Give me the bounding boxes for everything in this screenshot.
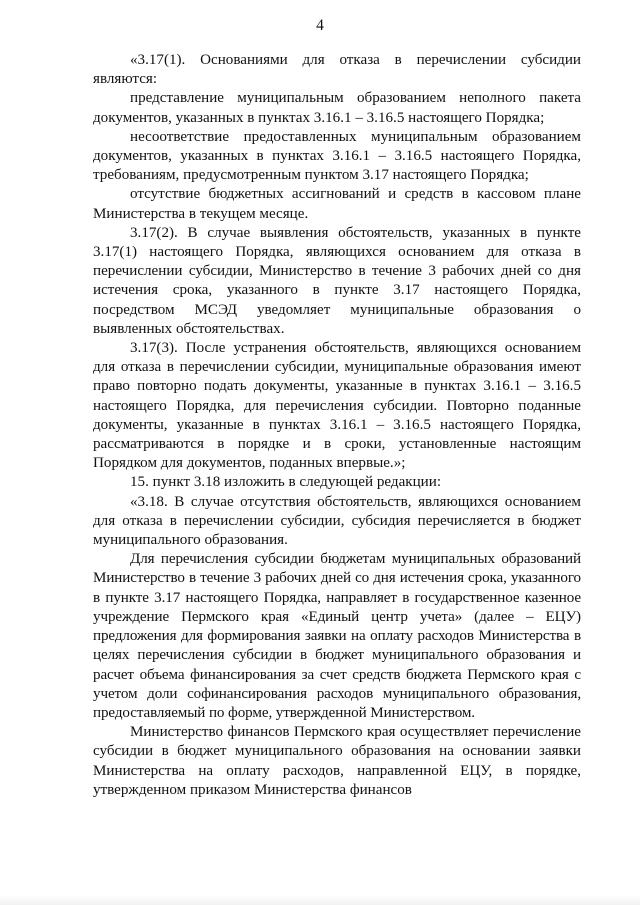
paragraph-3-17-3: 3.17(3). После устранения обстоятельств, являющихся основанием для отказа в перечислении субсидии, муниципальные образования имеют право повторно подать документы, указанные в пунктах 3.16.1 – 3.16.5 настоящего Порядка, для перечисления субсидии. Повторно поданные документы, указанные в пунктах 3.16.1 – 3.16.5 настоящего Порядка, рассматриваются в порядке и в сроки, установленные настоящим Порядком для документов, поданных впервые.»; xyxy=(93,340,581,472)
page-number: 4 xyxy=(316,17,324,34)
paragraph-3-18: «3.18. В случае отсутствия обстоятельств, являющихся основанием для отказа в перечислении субсидии, субсидия перечисляется в бюджет муниципального образования. xyxy=(93,493,581,549)
paragraph-item-15: 15. пункт 3.18 изложить в следующей редакции: xyxy=(130,474,442,491)
paragraph-incomplete-package: представление муниципальным образованием неполного пакета документов, указанных в пунктах 3.16.1 – 3.16.5 настоящего Порядка; xyxy=(93,90,581,126)
paragraph-nonconformity: несоответствие предоставленных муниципальным образованием документов, указанных в пунктах 3.16.1 – 3.16.5 настоящего Порядка, требованиям, предусмотренным пунктом 3.17 настоящего Порядка; xyxy=(93,128,581,184)
paragraph-transfer-procedure: Для перечисления субсидии бюджетам муниципальных образований Министерство в течение 3 рабочих дней со дня истечения срока, указанного в пункте 3.17 настоящего Порядка, направляет в государственное казенное учреждение Пермского края «Единый центр учета» (далее – ЕЦУ) предложения для формирования заявки на оплату расходов Министерства в целях перечисления субсидии в бюджет муниципального образования и расчет объема финансирования за счет средств бюджета Пермского края с учетом доли софинансирования расходов муниципального образования, предоставляемый по форме, утвержденной Министерством. xyxy=(93,551,581,721)
document-body xyxy=(93,51,581,800)
paragraph-ministry-of-finance: Министерство финансов Пермского края осуществляет перечисление субсидии в бюджет муниципального образования на основании заявки Министерства на оплату расходов, направленной ЕЦУ, в порядке, утвержденном приказом Министерства финансов xyxy=(93,724,581,798)
scan-bottom-edge xyxy=(0,895,640,905)
paragraph-3-17-1-heading: «3.17(1). Основаниями для отказа в перечислении субсидии являются: xyxy=(93,52,581,88)
paragraph-3-17-2: 3.17(2). В случае выявления обстоятельств, указанных в пункте 3.17(1) настоящего Порядка, являющихся основанием для отказа в перечислении субсидии, Министерство в течение 3 рабочих дней со дня истечения срока, указанного в пункте 3.17 настоящего Порядка, посредством МСЭД уведомляет муниципальные образования о выявленных обстоятельствах. xyxy=(93,224,581,337)
paragraph-no-allocations: отсутствие бюджетных ассигнований и средств в кассовом плане Министерства в текущем месяце. xyxy=(93,186,581,222)
